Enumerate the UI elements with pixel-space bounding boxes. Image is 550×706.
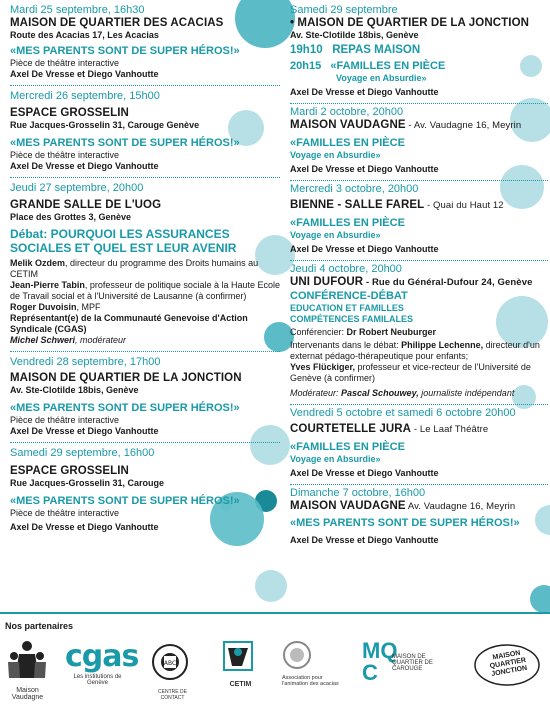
event-title: «MES PARENTS SONT DE SUPER HÉROS!» xyxy=(290,517,520,529)
event-subtitle: Voyage en Absurdie» xyxy=(290,230,381,240)
event-block xyxy=(10,182,280,346)
event-subtitle: Voyage en Absurdie» xyxy=(336,73,427,83)
event-venue: MAISON VAUDAGNE Av. Vaudagne 16, Meyrin xyxy=(290,500,516,512)
acacias-logo: Association pour l'animation des acacias xyxy=(282,640,344,700)
event-authors: Axel De Vresse et Diego Vanhoutte xyxy=(10,426,159,436)
event-block xyxy=(290,183,548,255)
event-address: Av. Ste-Clotilde 18bis, Genève xyxy=(290,30,419,40)
event-title: CONFÉRENCE-DÉBAT xyxy=(290,290,408,302)
event-authors: Axel De Vresse et Diego Vanhoutte xyxy=(290,535,439,545)
mqc-logo: MQ C MAISON DE QUARTIER DE CAROUGE xyxy=(362,638,433,685)
decorative-circle xyxy=(255,570,287,602)
event-description: Pièce de théâtre interactive xyxy=(10,150,120,160)
separator xyxy=(290,180,548,181)
event-address: Place des Grottes 3, Genève xyxy=(10,212,132,222)
event-date: Mardi 2 octobre, 20h00 xyxy=(290,106,404,118)
speaker: Intervenants dans le débat: Philippe Lechenne, directeur d'un externat pédago-thérapeutique pour enfants; xyxy=(290,340,540,361)
event-venue: GRANDE SALLE DE L'UOG xyxy=(10,199,162,211)
footer-rule xyxy=(0,612,550,614)
event-venue: BIENNE - SALLE FAREL - Quai du Haut 12 xyxy=(290,199,504,211)
decorative-circle xyxy=(530,585,550,613)
event-block xyxy=(290,407,548,479)
left-column xyxy=(10,0,280,533)
event-description: Pièce de théâtre interactive xyxy=(10,508,120,518)
event-title: Débat: POURQUOI LES ASSURANCES SOCIALES ET QUEL EST LEUR AVENIR xyxy=(10,227,237,255)
event-venue: MAISON VAUDAGNE - Av. Vaudagne 16, Meyrin xyxy=(290,119,522,131)
event-schedule-item: 19h10 REPAS MAISON xyxy=(290,44,421,56)
event-date: Jeudi 4 octobre, 20h00 xyxy=(290,263,402,275)
separator xyxy=(290,103,548,104)
separator xyxy=(290,404,548,405)
speaker: Représentant(e) de la Communauté Genevoise d'Action Syndicale (CGAS) xyxy=(10,313,248,334)
event-schedule-item: 20h15 «FAMILLES EN PIÈCE xyxy=(290,60,446,72)
event-block xyxy=(10,447,280,533)
event-block xyxy=(290,263,548,399)
speaker: Conférencier: Dr Robert Neuburger xyxy=(290,327,437,337)
event-block xyxy=(290,487,548,546)
separator xyxy=(10,85,280,86)
event-date: Mercredi 3 octobre, 20h00 xyxy=(290,183,419,195)
event-block xyxy=(290,4,548,98)
event-authors: Axel De Vresse et Diego Vanhoutte xyxy=(290,87,439,97)
event-address: Rue Jacques-Grosselin 31, Carouge xyxy=(10,478,165,488)
jonction-logo: MAISON QUARTIER JONCTION xyxy=(472,640,542,700)
event-venue: UNI DUFOUR - Rue du Général-Dufour 24, Genève xyxy=(290,276,533,288)
cgas-logo: cgas Les institutions de Genève xyxy=(65,639,139,686)
event-title: «MES PARENTS SONT DE SUPER HÉROS!» xyxy=(10,495,240,507)
event-address: Route des Acacias 17, Les Acacias xyxy=(10,30,159,40)
speaker: Yves Flückiger, professeur et vice-recteur de l'Université de Genève (à confirmer) xyxy=(290,362,531,383)
event-title: «MES PARENTS SONT DE SUPER HÉROS!» xyxy=(10,402,240,414)
event-venue: ESPACE GROSSELIN xyxy=(10,107,129,119)
partners-label: Nos partenaires xyxy=(5,621,74,631)
event-date: Samedi 29 septembre xyxy=(290,4,398,16)
event-address: Av. Ste-Clotilde 18bis, Genève xyxy=(10,385,139,395)
event-subtitle: Voyage en Absurdie» xyxy=(290,454,381,464)
event-venue: COURTETELLE JURA - Le Laaf Théâtre xyxy=(290,423,489,435)
event-title: «MES PARENTS SONT DE SUPER HÉROS!» xyxy=(10,137,240,149)
speaker: Roger Duvoisin, MPF xyxy=(10,302,101,312)
event-block xyxy=(10,90,280,172)
event-title: «FAMILLES EN PIÈCE xyxy=(290,217,405,229)
separator xyxy=(10,442,280,443)
event-date: Mercredi 26 septembre, 15h00 xyxy=(10,90,160,102)
separator xyxy=(10,177,280,178)
event-description: Pièce de théâtre interactive xyxy=(10,58,120,68)
event-title: «MES PARENTS SONT DE SUPER HÉROS!» xyxy=(10,45,240,57)
event-title: «FAMILLES EN PIÈCE xyxy=(290,441,405,453)
event-block xyxy=(10,4,280,80)
event-block xyxy=(10,356,280,437)
svg-text:ABC: ABC xyxy=(163,660,177,667)
event-authors: Axel De Vresse et Diego Vanhoutte xyxy=(10,161,159,171)
event-venue: MAISON DE QUARTIER DE LA JONCTION xyxy=(10,372,242,384)
event-venue: • MAISON DE QUARTIER DE LA JONCTION xyxy=(290,17,530,29)
event-subtitle: EDUCATION ET FAMILLES xyxy=(290,303,404,313)
event-authors: Axel De Vresse et Diego Vanhoutte xyxy=(290,244,439,254)
maison-vaudagne-logo: Maison Vaudagne xyxy=(5,640,50,700)
event-venue: MAISON DE QUARTIER DES ACACIAS xyxy=(10,17,224,29)
speaker: Jean-Pierre Tabin, professeur de politique sociale à la Haute Ecole de Travail social et à l'Université de Lausanne (à confirmer) xyxy=(10,280,280,301)
event-date: Vendredi 28 septembre, 17h00 xyxy=(10,356,161,368)
cetim-logo: CETIM xyxy=(218,640,263,700)
event-venue: ESPACE GROSSELIN xyxy=(10,465,129,477)
event-authors: Axel De Vresse et Diego Vanhoutte xyxy=(290,164,439,174)
event-authors: Axel De Vresse et Diego Vanhoutte xyxy=(10,69,159,79)
event-authors: Axel De Vresse et Diego Vanhoutte xyxy=(290,468,439,478)
event-subtitle: Voyage en Absurdie» xyxy=(290,150,381,160)
right-column xyxy=(290,0,548,546)
centre-de-contact-logo: ABC CENTRE DE CONTACT xyxy=(150,640,195,700)
separator xyxy=(290,260,548,261)
event-description: Pièce de théâtre interactive xyxy=(10,415,120,425)
moderator: Michel Schweri, modérateur xyxy=(10,335,127,345)
separator xyxy=(10,351,280,352)
event-date: Dimanche 7 octobre, 16h00 xyxy=(290,487,426,499)
event-authors: Axel De Vresse et Diego Vanhoutte xyxy=(10,522,159,532)
separator xyxy=(290,484,548,485)
moderator: Modérateur: Pascal Schouwey, journaliste indépendant xyxy=(290,388,515,398)
event-address: Rue Jacques-Grosselin 31, Carouge Genève xyxy=(10,120,200,130)
event-date: Jeudi 27 septembre, 20h00 xyxy=(10,182,144,194)
event-title: «FAMILLES EN PIÈCE xyxy=(290,137,405,149)
event-subtitle: COMPÉTENCES FAMILALES xyxy=(290,314,414,324)
event-date: Mardi 25 septembre, 16h30 xyxy=(10,4,145,16)
event-date: Vendredi 5 octobre et samedi 6 octobre 20h00 xyxy=(290,407,516,419)
speaker: Melik Ozdem, directeur du programme des Droits humains au CETIM xyxy=(10,258,259,279)
event-block xyxy=(290,106,548,175)
event-date: Samedi 29 septembre, 16h00 xyxy=(10,447,155,459)
